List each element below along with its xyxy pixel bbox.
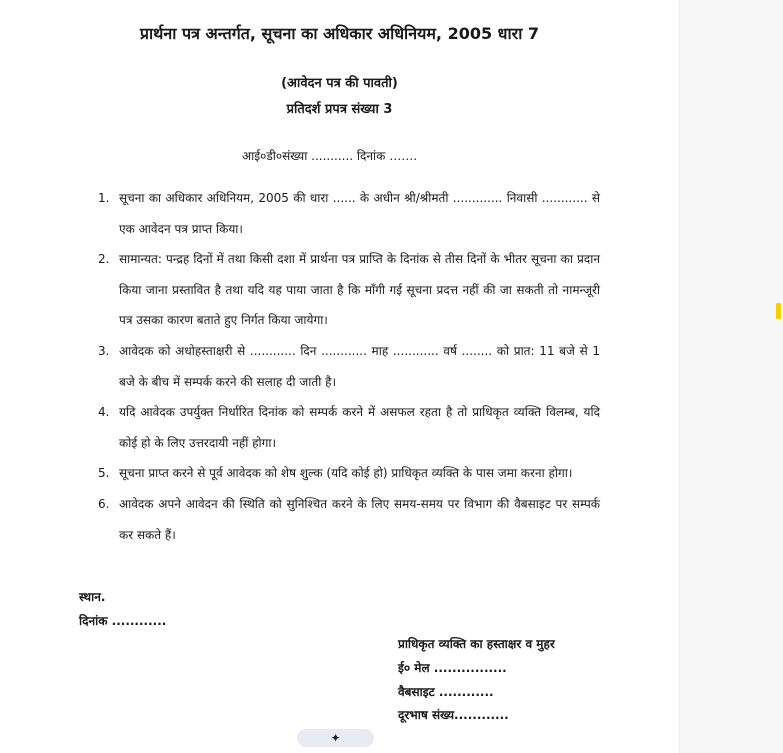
list-item-number: 4. [98, 405, 110, 420]
list-item [98, 489, 600, 550]
list-item-number: 2. [98, 252, 110, 267]
phone-label: दूरभाष संख्य............ [398, 708, 509, 722]
list-item-number: 6. [98, 496, 110, 511]
list-item [98, 244, 600, 336]
document-subtitle-form-number: प्रतिदर्श प्रपत्र संख्या 3 [286, 102, 393, 117]
sparkle-icon: ✦ [330, 731, 341, 745]
list-item-text: यदि आवेदक उपर्युक्त निर्धारित दिनांक को सम्पर्क करने में असफल रहता है तो प्राधिकृत व्यक्ति विलम्ब, यदि कोई हो के लिए उत्तरदायी नहीं होगा। [119, 405, 600, 450]
list-item-number: 1. [98, 191, 110, 205]
document-subtitle-acknowledgement: (आवेदन पत्र की पावती) [281, 76, 398, 91]
list-item-text: सामान्यत: पन्द्रह दिनों में तथा किसी दशा में प्रार्थना पत्र प्राप्ति के दिनांक से तीस दिनों के भीतर सूचना का प्रदान किया जाना प्रस्तावित है तथा यदि यह पाया जाता है कि माँगी गई सूचना प्रदत्त नहीं की जा सकती तो नामन्जूरी पत्र उसका कारण बताते हुए निर्गत किया जायेगा। [119, 252, 600, 328]
signature-label: प्राधिकृत व्यक्ति का हस्ताक्षर व मुहर [398, 637, 555, 651]
scroll-position-marker[interactable] [776, 303, 781, 319]
list-item-number: 5. [98, 466, 110, 481]
list-item-text: आवेदक को अधोहस्ताक्षरी से ............ दिन ............ माह ............ वर्ष ........ को प्रात: 11 बजे से 1 बजे के बीच में सम्पर्क करने की सलाह दी जाती है। [119, 343, 600, 389]
list-item-number: 3. [98, 343, 110, 358]
list-item [98, 397, 600, 458]
date-label: दिनांक ............ [79, 614, 167, 628]
right-side-panel [679, 0, 783, 753]
list-item [98, 183, 600, 244]
ai-assist-button[interactable] [297, 729, 374, 747]
list-item-text: आवेदक अपने आवेदन की स्थिति को सुनिश्चित करने के लिए समय-समय पर विभाग की वैबसाइट पर सम्पर्क कर सकते हैं। [119, 496, 600, 542]
list-item-text: सूचना प्राप्त करने से पूर्व आवेदक को शेष शुल्क (यदि कोई हो) प्राधिकृत व्यक्ति के पास जमा करना होगा। [119, 466, 573, 481]
list-item [98, 458, 600, 489]
list-item [98, 336, 600, 397]
document-title: प्रार्थना पत्र अन्तर्गत, सूचना का अधिकार अधिनियम, 2005 धारा 7 [139, 24, 540, 43]
email-label: ई० मेल ................ [398, 661, 507, 675]
numbered-clauses-list [98, 183, 600, 550]
list-item-text: सूचना का अधिकार अधिनियम, 2005 की धारा ...... के अधीन श्री/श्रीमती ............. निवासी ............ से एक आवेदन पत्र प्राप्त किया। [119, 191, 600, 236]
id-number-date-line: आई०डी०संख्या ........... दिनांक ……. [241, 149, 418, 163]
place-label: स्थान. [79, 590, 106, 604]
website-label: वैबसाइट ............ [398, 685, 494, 699]
